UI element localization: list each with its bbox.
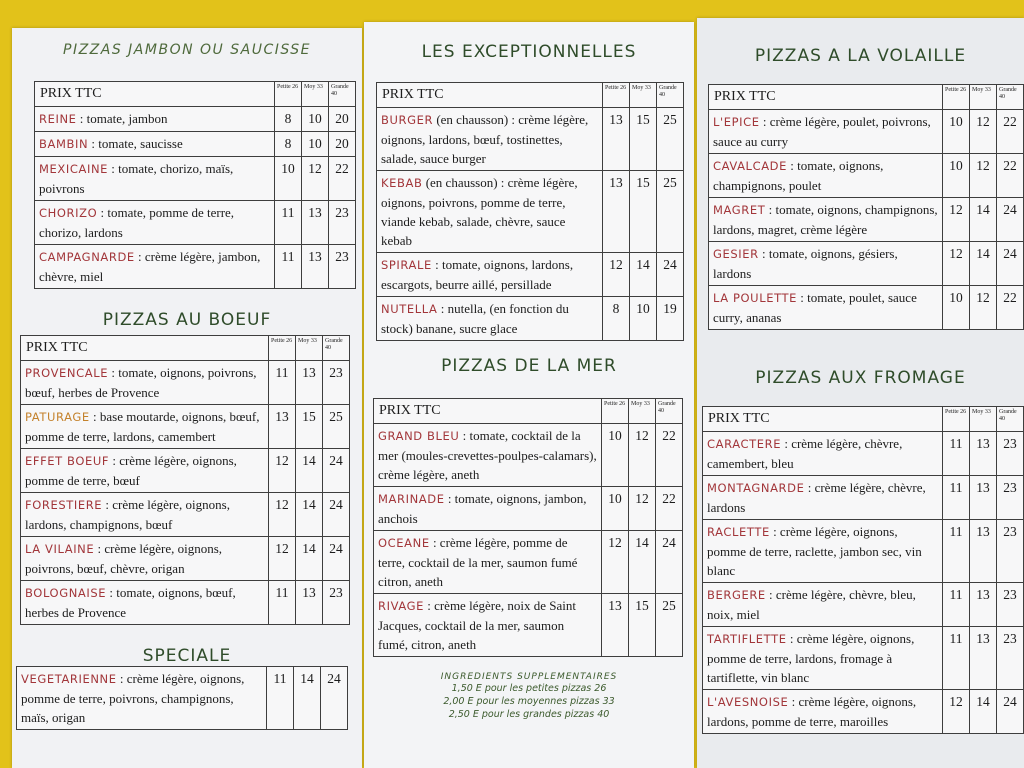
table-row xyxy=(709,198,1024,242)
pizza-name: MEXICAINE xyxy=(39,162,109,176)
pizza-cell xyxy=(377,171,603,253)
price-moyenne: 15 xyxy=(296,405,323,449)
price-moyenne: 13 xyxy=(970,627,997,690)
pizza-name: TARTIFLETTE xyxy=(707,632,787,646)
price-petite: 11 xyxy=(943,627,970,690)
pizza-name: CAMPAGNARDE xyxy=(39,250,135,264)
section-title-exceptionnelles: LES EXCEPTIONNELLES xyxy=(421,42,637,62)
pizza-name: CHORIZO xyxy=(39,206,98,220)
price-moyenne: 14 xyxy=(296,537,323,581)
pizza-name: PROVENCALE xyxy=(25,366,109,380)
table-jambon xyxy=(34,81,356,289)
table-row xyxy=(703,476,1024,520)
price-moyenne: 13 xyxy=(296,361,323,405)
size-header-moy: Moy 33 xyxy=(630,83,657,108)
pizza-cell xyxy=(709,286,943,330)
price-moyenne: 14 xyxy=(970,198,997,242)
table-row xyxy=(35,245,356,289)
price-petite: 10 xyxy=(943,286,970,330)
pizza-name: LA POULETTE xyxy=(713,291,797,305)
price-grande: 22 xyxy=(997,154,1024,198)
price-header: PRIX TTC xyxy=(377,83,603,108)
pizza-name: NUTELLA xyxy=(381,302,438,316)
table-header-row xyxy=(374,399,683,424)
price-petite: 13 xyxy=(603,171,630,253)
price-grande: 25 xyxy=(657,108,684,171)
table-row xyxy=(703,627,1024,690)
size-header-moy: Moy 33 xyxy=(296,336,323,361)
pizza-name: RIVAGE xyxy=(378,599,424,613)
pizza-ingredients: : tomate, chorizo, maïs, poivrons xyxy=(39,161,234,196)
table-header-row xyxy=(377,83,684,108)
pizza-name: PATURAGE xyxy=(25,410,90,424)
size-header-petite: Petite 26 xyxy=(943,407,970,432)
table-header-row xyxy=(35,82,356,107)
pizza-name: KEBAB xyxy=(381,176,423,190)
pizza-cell xyxy=(377,297,603,341)
price-grande: 22 xyxy=(329,157,356,201)
price-moyenne: 12 xyxy=(970,154,997,198)
price-grande: 24 xyxy=(997,198,1024,242)
table-header-row xyxy=(703,407,1024,432)
pizza-ingredients: : crème légère, poulet, poivrons, sauce au curry xyxy=(713,114,931,149)
price-grande: 23 xyxy=(329,201,356,245)
price-petite: 11 xyxy=(943,520,970,583)
price-petite: 8 xyxy=(275,132,302,157)
pizza-cell xyxy=(709,110,943,154)
menu-panel-right xyxy=(697,18,1024,768)
price-grande: 22 xyxy=(997,286,1024,330)
price-petite: 12 xyxy=(269,449,296,493)
pizza-name: MONTAGNARDE xyxy=(707,481,805,495)
supplements-block xyxy=(364,672,694,721)
pizza-ingredients: : tomate, oignons, bœuf, herbes de Provence xyxy=(25,585,236,620)
table-boeuf xyxy=(20,335,350,625)
price-petite: 11 xyxy=(943,432,970,476)
price-petite: 8 xyxy=(275,107,302,132)
pizza-ingredients: : crème légère, chèvre, bleu, noix, miel xyxy=(707,587,916,622)
pizza-name: CAVALCADE xyxy=(713,159,787,173)
price-grande: 19 xyxy=(657,297,684,341)
table-row xyxy=(21,581,350,625)
pizza-name: MAGRET xyxy=(713,203,766,217)
price-petite: 11 xyxy=(943,476,970,520)
table-exceptionnelles xyxy=(376,82,684,341)
pizza-ingredients: : tomate, oignons, champignons, lardons, magret, crème légère xyxy=(713,202,938,237)
pizza-cell xyxy=(377,108,603,171)
section-title-fromage: PIZZAS AUX FROMAGE xyxy=(755,368,966,388)
price-grande: 24 xyxy=(323,537,350,581)
price-header: PRIX TTC xyxy=(709,85,943,110)
pizza-cell xyxy=(374,531,602,594)
pizza-name: RACLETTE xyxy=(707,525,770,539)
table-header-row xyxy=(21,336,350,361)
size-header-moy: Moy 33 xyxy=(970,85,997,110)
price-moyenne: 12 xyxy=(629,424,656,487)
price-grande: 23 xyxy=(323,581,350,625)
table-row xyxy=(703,583,1024,627)
price-grande: 23 xyxy=(997,583,1024,627)
pizza-ingredients: : crème légère, oignons, pomme de terre, bœuf xyxy=(25,453,237,488)
price-grande: 23 xyxy=(997,476,1024,520)
price-grande: 24 xyxy=(657,253,684,297)
pizza-name: LA VILAINE xyxy=(25,542,95,556)
table-row xyxy=(377,171,684,253)
pizza-cell xyxy=(21,493,269,537)
price-petite: 13 xyxy=(603,108,630,171)
table-row xyxy=(377,108,684,171)
pizza-ingredients: (en chausson) : crème légère, oignons, lardons, bœuf, tostinettes, salade, sauce burger xyxy=(381,112,589,166)
section-title-jambon: PIZZAS JAMBON OU SAUCISSE xyxy=(63,42,311,58)
section-title-boeuf: PIZZAS AU BOEUF xyxy=(102,310,272,330)
pizza-cell xyxy=(21,449,269,493)
table-row xyxy=(21,493,350,537)
menu-panel-left xyxy=(12,28,362,768)
size-header-petite: Petite 26 xyxy=(943,85,970,110)
price-moyenne: 10 xyxy=(302,132,329,157)
table-row xyxy=(35,132,356,157)
pizza-name: GRAND BLEU xyxy=(378,429,460,443)
price-grande: 24 xyxy=(323,493,350,537)
price-moyenne: 13 xyxy=(970,432,997,476)
price-grande: 24 xyxy=(997,242,1024,286)
supplements-line: 2,00 E pour les moyennes pizzas 33 xyxy=(443,696,615,707)
pizza-cell xyxy=(703,520,943,583)
pizza-ingredients: : tomate, cocktail de la mer (moules-crevettes-poulpes-calamars), crème légère, aneth xyxy=(378,428,597,482)
price-petite: 11 xyxy=(269,581,296,625)
price-moyenne: 13 xyxy=(302,201,329,245)
pizza-cell xyxy=(709,242,943,286)
pizza-ingredients: : tomate, pomme de terre, chorizo, lardons xyxy=(39,205,235,240)
table-mer xyxy=(373,398,683,657)
price-grande: 23 xyxy=(997,627,1024,690)
table-row xyxy=(35,157,356,201)
table-speciale xyxy=(16,666,348,730)
price-petite: 10 xyxy=(943,110,970,154)
pizza-name: EFFET BOEUF xyxy=(25,454,110,468)
pizza-cell xyxy=(17,667,267,730)
price-petite: 12 xyxy=(943,198,970,242)
table-row xyxy=(709,242,1024,286)
pizza-ingredients: : tomate, poulet, sauce curry, ananas xyxy=(713,290,917,325)
pizza-cell xyxy=(374,594,602,657)
price-petite: 10 xyxy=(602,424,629,487)
pizza-name: SPIRALE xyxy=(381,258,432,272)
price-petite: 10 xyxy=(275,157,302,201)
size-header-grande: Grande 40 xyxy=(656,399,683,424)
price-moyenne: 14 xyxy=(970,242,997,286)
pizza-ingredients: : crème légère, chèvre, lardons xyxy=(707,480,926,515)
price-moyenne: 13 xyxy=(970,476,997,520)
price-moyenne: 10 xyxy=(302,107,329,132)
pizza-ingredients: : crème légère, oignons, pomme de terre, poivrons, champignons, maïs, origan xyxy=(21,671,245,725)
pizza-name: OCEANE xyxy=(378,536,430,550)
price-grande: 22 xyxy=(656,487,683,531)
price-petite: 12 xyxy=(269,537,296,581)
size-header-grande: Grande 40 xyxy=(323,336,350,361)
pizza-cell xyxy=(703,627,943,690)
price-grande: 23 xyxy=(323,361,350,405)
pizza-cell xyxy=(21,537,269,581)
pizza-ingredients: : tomate, oignons, champignons, poulet xyxy=(713,158,884,193)
price-grande: 24 xyxy=(997,690,1024,734)
pizza-cell xyxy=(709,198,943,242)
price-moyenne: 12 xyxy=(970,286,997,330)
pizza-cell xyxy=(35,107,275,132)
table-row xyxy=(374,487,683,531)
size-header-grande: Grande 40 xyxy=(997,85,1024,110)
size-header-petite: Petite 26 xyxy=(602,399,629,424)
price-petite: 12 xyxy=(943,690,970,734)
table-row xyxy=(703,690,1024,734)
price-header: PRIX TTC xyxy=(35,82,275,107)
pizza-name: GESIER xyxy=(713,247,759,261)
section-title-mer: PIZZAS DE LA MER xyxy=(441,356,617,376)
price-moyenne: 14 xyxy=(296,449,323,493)
pizza-name: MARINADE xyxy=(378,492,445,506)
pizza-cell xyxy=(21,405,269,449)
pizza-cell xyxy=(35,132,275,157)
price-moyenne: 14 xyxy=(970,690,997,734)
price-grande: 24 xyxy=(321,667,348,730)
table-row xyxy=(377,297,684,341)
pizza-ingredients: : crème légère, oignons, pomme de terre, lardons, fromage à tartiflette, vin blanc xyxy=(707,631,915,685)
pizza-ingredients: : nutella, (en fonction du stock) banane, sucre glace xyxy=(381,301,569,336)
pizza-cell xyxy=(35,201,275,245)
pizza-ingredients: : tomate, oignons, lardons, escargots, beurre aillé, persillade xyxy=(381,257,574,292)
price-moyenne: 14 xyxy=(629,531,656,594)
price-grande: 23 xyxy=(997,432,1024,476)
price-petite: 10 xyxy=(943,154,970,198)
price-grande: 22 xyxy=(656,424,683,487)
price-petite: 12 xyxy=(602,531,629,594)
pizza-name: BAMBIN xyxy=(39,137,89,151)
table-row xyxy=(377,253,684,297)
pizza-ingredients: : tomate, oignons, poivrons, bœuf, herbes de Provence xyxy=(25,365,257,400)
pizza-name: BURGER xyxy=(381,113,434,127)
price-moyenne: 10 xyxy=(630,297,657,341)
pizza-name: L'EPICE xyxy=(713,115,760,129)
pizza-cell xyxy=(374,424,602,487)
price-moyenne: 14 xyxy=(296,493,323,537)
pizza-ingredients: : tomate, oignons, jambon, anchois xyxy=(378,491,587,526)
price-moyenne: 15 xyxy=(629,594,656,657)
pizza-cell xyxy=(703,690,943,734)
pizza-ingredients: : crème légère, pomme de terre, cocktail de la mer, saumon fumé citron, aneth xyxy=(378,535,578,589)
price-petite: 11 xyxy=(269,361,296,405)
price-moyenne: 13 xyxy=(296,581,323,625)
pizza-name: BOLOGNAISE xyxy=(25,586,107,600)
price-petite: 11 xyxy=(275,201,302,245)
price-grande: 24 xyxy=(323,449,350,493)
price-petite: 13 xyxy=(602,594,629,657)
table-row xyxy=(35,107,356,132)
price-grande: 23 xyxy=(329,245,356,289)
price-grande: 20 xyxy=(329,107,356,132)
pizza-ingredients: : crème légère, jambon, chèvre, miel xyxy=(39,249,261,284)
size-header-moy: Moy 33 xyxy=(970,407,997,432)
pizza-cell xyxy=(709,154,943,198)
size-header-grande: Grande 40 xyxy=(657,83,684,108)
pizza-ingredients: : crème légère, oignons, lardons, champignons, bœuf xyxy=(25,497,230,532)
table-row xyxy=(374,531,683,594)
table-row xyxy=(709,286,1024,330)
price-petite: 12 xyxy=(269,493,296,537)
pizza-cell xyxy=(703,583,943,627)
pizza-cell xyxy=(377,253,603,297)
pizza-ingredients: (en chausson) : crème légère, oignons, poivrons, pomme de terre, viande kebab, salade, chèvre, sauce kebab xyxy=(381,175,578,248)
size-header-moy: Moy 33 xyxy=(302,82,329,107)
price-petite: 11 xyxy=(275,245,302,289)
pizza-cell xyxy=(35,245,275,289)
price-moyenne: 13 xyxy=(302,245,329,289)
price-moyenne: 15 xyxy=(630,171,657,253)
pizza-cell xyxy=(21,361,269,405)
price-grande: 25 xyxy=(656,594,683,657)
size-header-petite: Petite 26 xyxy=(275,82,302,107)
section-title-speciale: SPECIALE xyxy=(142,646,232,666)
pizza-cell xyxy=(703,432,943,476)
menu-panel-middle xyxy=(364,22,694,768)
table-row xyxy=(709,154,1024,198)
pizza-name: L'AVESNOISE xyxy=(707,695,789,709)
pizza-cell xyxy=(703,476,943,520)
price-moyenne: 12 xyxy=(629,487,656,531)
price-moyenne: 13 xyxy=(970,583,997,627)
pizza-ingredients: : crème légère, oignons, pomme de terre, raclette, jambon sec, vin blanc xyxy=(707,524,922,578)
size-header-petite: Petite 26 xyxy=(269,336,296,361)
price-petite: 12 xyxy=(603,253,630,297)
table-row xyxy=(703,520,1024,583)
size-header-grande: Grande 40 xyxy=(997,407,1024,432)
supplements-line: 1,50 E pour les petites pizzas 26 xyxy=(451,683,607,694)
section-title-volaille: PIZZAS A LA VOLAILLE xyxy=(754,46,967,66)
price-grande: 23 xyxy=(997,520,1024,583)
pizza-ingredients: : crème légère, noix de Saint Jacques, cocktail de la mer, saumon fumé, citron, aneth xyxy=(378,598,576,652)
pizza-cell xyxy=(374,487,602,531)
price-petite: 11 xyxy=(943,583,970,627)
price-petite: 13 xyxy=(269,405,296,449)
pizza-ingredients: : tomate, jambon xyxy=(76,111,168,126)
pizza-ingredients: : tomate, saucisse xyxy=(88,136,183,151)
table-row xyxy=(21,361,350,405)
supplements-title: INGREDIENTS SUPPLEMENTAIRES xyxy=(440,672,618,682)
price-petite: 11 xyxy=(267,667,294,730)
pizza-name: VEGETARIENNE xyxy=(21,672,117,686)
pizza-name: FORESTIERE xyxy=(25,498,103,512)
table-volaille xyxy=(708,84,1024,330)
price-header: PRIX TTC xyxy=(21,336,269,361)
table-row xyxy=(35,201,356,245)
pizza-ingredients: : crème légère, oignons, poivrons, bœuf, chèvre, origan xyxy=(25,541,223,576)
price-header: PRIX TTC xyxy=(374,399,602,424)
size-header-moy: Moy 33 xyxy=(629,399,656,424)
price-moyenne: 12 xyxy=(302,157,329,201)
pizza-ingredients: : base moutarde, oignons, bœuf, pomme de terre, lardons, camembert xyxy=(25,409,260,444)
price-grande: 24 xyxy=(656,531,683,594)
table-header-row xyxy=(709,85,1024,110)
size-header-petite: Petite 26 xyxy=(603,83,630,108)
table-row xyxy=(374,594,683,657)
price-moyenne: 14 xyxy=(630,253,657,297)
pizza-name: REINE xyxy=(39,112,77,126)
price-moyenne: 15 xyxy=(630,108,657,171)
price-grande: 22 xyxy=(997,110,1024,154)
size-header-grande: Grande 40 xyxy=(329,82,356,107)
pizza-ingredients: : crème légère, chèvre, camembert, bleu xyxy=(707,436,903,471)
supplements-line: 2,50 E pour les grandes pizzas 40 xyxy=(448,709,610,720)
table-row xyxy=(21,405,350,449)
pizza-name: CARACTERE xyxy=(707,437,782,451)
price-petite: 12 xyxy=(943,242,970,286)
pizza-name: BERGERE xyxy=(707,588,766,602)
price-grande: 25 xyxy=(657,171,684,253)
table-row xyxy=(703,432,1024,476)
price-petite: 8 xyxy=(603,297,630,341)
table-row xyxy=(709,110,1024,154)
price-grande: 20 xyxy=(329,132,356,157)
pizza-cell xyxy=(21,581,269,625)
pizza-ingredients: : crème légère, oignons, lardons, pomme de terre, maroilles xyxy=(707,694,917,729)
price-header: PRIX TTC xyxy=(703,407,943,432)
price-moyenne: 14 xyxy=(294,667,321,730)
price-petite: 10 xyxy=(602,487,629,531)
table-row xyxy=(374,424,683,487)
price-moyenne: 12 xyxy=(970,110,997,154)
table-row xyxy=(21,449,350,493)
table-row xyxy=(17,667,348,730)
pizza-cell xyxy=(35,157,275,201)
pizza-ingredients: : tomate, oignons, gésiers, lardons xyxy=(713,246,898,281)
price-grande: 25 xyxy=(323,405,350,449)
price-moyenne: 13 xyxy=(970,520,997,583)
table-fromage xyxy=(702,406,1024,734)
table-row xyxy=(21,537,350,581)
